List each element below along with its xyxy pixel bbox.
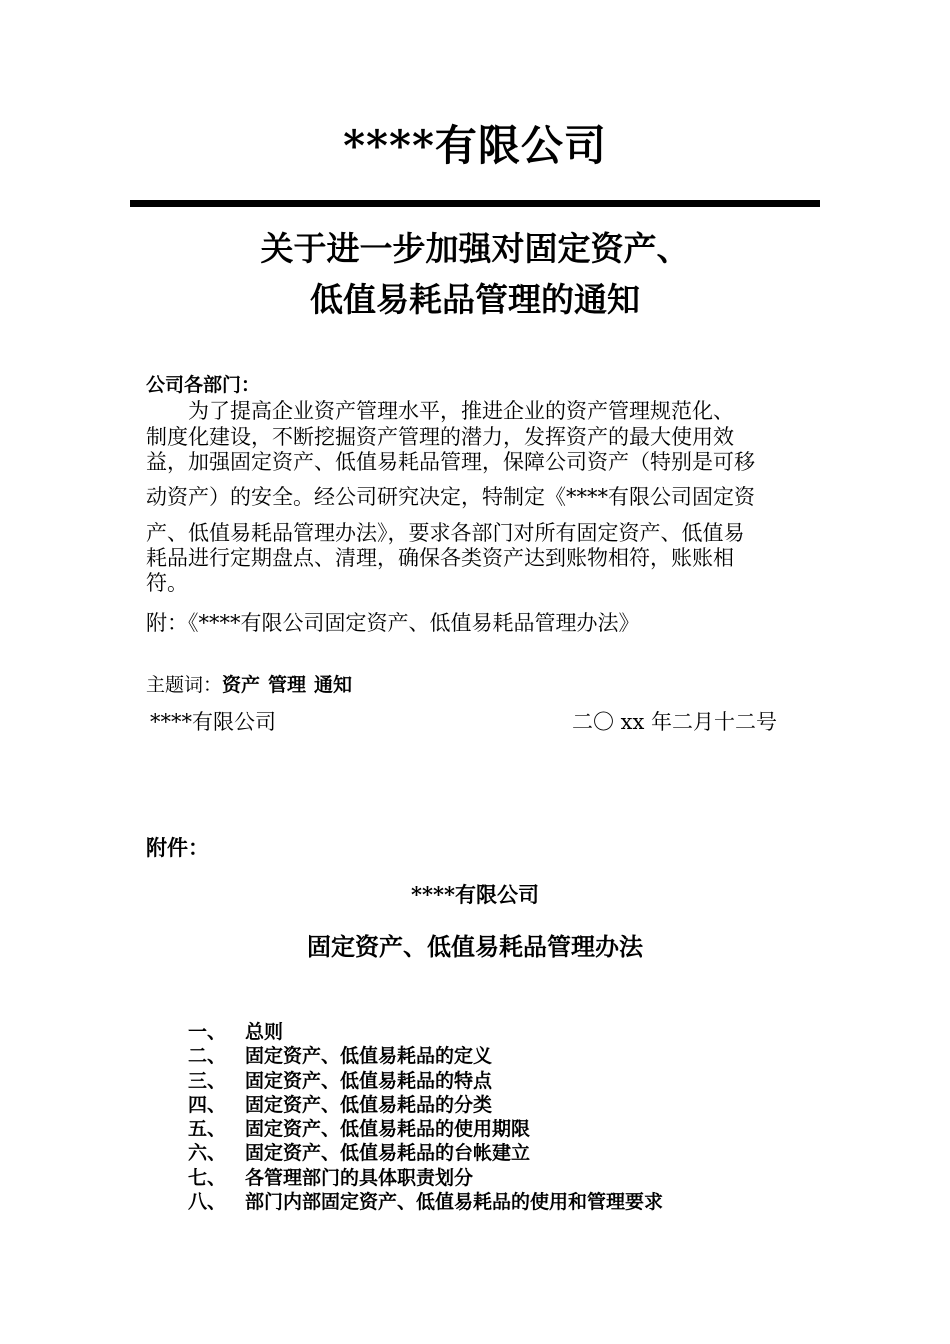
toc-number: 二、 <box>188 1045 227 1068</box>
toc-text: 固定资产、低值易耗品的使用期限 <box>245 1118 531 1141</box>
toc-number: 八、 <box>188 1191 227 1214</box>
toc-number: 五、 <box>188 1118 227 1141</box>
body-line: 符。 <box>146 571 188 595</box>
keywords-line <box>146 672 352 698</box>
toc-item <box>188 1044 663 1068</box>
signature-company: ****有限公司 <box>150 710 276 734</box>
toc-text: 各管理部门的具体职责划分 <box>245 1166 474 1189</box>
keyword: 管理 <box>268 674 307 696</box>
toc-number: 三、 <box>188 1069 227 1092</box>
toc-text: 固定资产、低值易耗品的特点 <box>245 1069 493 1092</box>
body-line: 耗品进行定期盘点、清理，确保各类资产达到账物相符，账账相 <box>146 546 734 570</box>
toc-item <box>188 1093 663 1117</box>
toc-item <box>188 1020 663 1044</box>
toc-item <box>188 1166 663 1190</box>
toc-number: 六、 <box>188 1142 227 1165</box>
keyword: 资产 <box>222 674 261 696</box>
toc-item <box>188 1117 663 1141</box>
toc-text: 固定资产、低值易耗品的分类 <box>245 1093 493 1116</box>
body-line: 产、低值易耗品管理办法》，要求各部门对所有固定资产、低值易 <box>146 521 745 545</box>
body-line: 制度化建设，不断挖掘资产管理的潜力，发挥资产的最大使用效 <box>146 425 734 449</box>
company-title: ****有限公司 <box>343 121 607 170</box>
notice-title-line-2: 低值易耗品管理的通知 <box>310 280 640 319</box>
appendix-company: ****有限公司 <box>411 882 539 907</box>
toc-text: 固定资产、低值易耗品的定义 <box>245 1045 493 1068</box>
body-line: 为了提高企业资产管理水平，推进企业的资产管理规范化、 <box>146 399 734 423</box>
toc-item <box>188 1190 663 1214</box>
header-divider <box>130 200 820 207</box>
appendix-label: 附件： <box>146 835 209 860</box>
toc-text: 总则 <box>245 1021 284 1043</box>
toc-item <box>188 1141 663 1165</box>
body-line: 益，加强固定资产、低值易耗品管理，保障公司资产（特别是可移 <box>146 450 755 474</box>
attachment-reference: 附：《****有限公司固定资产、低值易耗品管理办法》 <box>146 611 640 635</box>
toc-number: 一、 <box>188 1021 227 1043</box>
salutation: 公司各部门： <box>146 374 261 396</box>
signature-date: 二〇 xx 年二月十二号 <box>572 710 778 734</box>
toc-number: 四、 <box>188 1093 227 1116</box>
notice-title-line-1: 关于进一步加强对固定资产、 <box>260 229 690 268</box>
appendix-title: 固定资产、低值易耗品管理办法 <box>307 932 643 961</box>
toc-text: 固定资产、低值易耗品的台帐建立 <box>245 1142 531 1165</box>
toc-text: 部门内部固定资产、低值易耗品的使用和管理要求 <box>245 1191 664 1214</box>
table-of-contents <box>188 1020 663 1214</box>
keywords-label: 主题词： <box>146 674 223 696</box>
keyword: 通知 <box>314 674 353 696</box>
toc-number: 七、 <box>188 1166 227 1189</box>
toc-item <box>188 1069 663 1093</box>
body-line: 动资产）的安全。经公司研究决定，特制定《****有限公司固定资 <box>146 485 755 509</box>
